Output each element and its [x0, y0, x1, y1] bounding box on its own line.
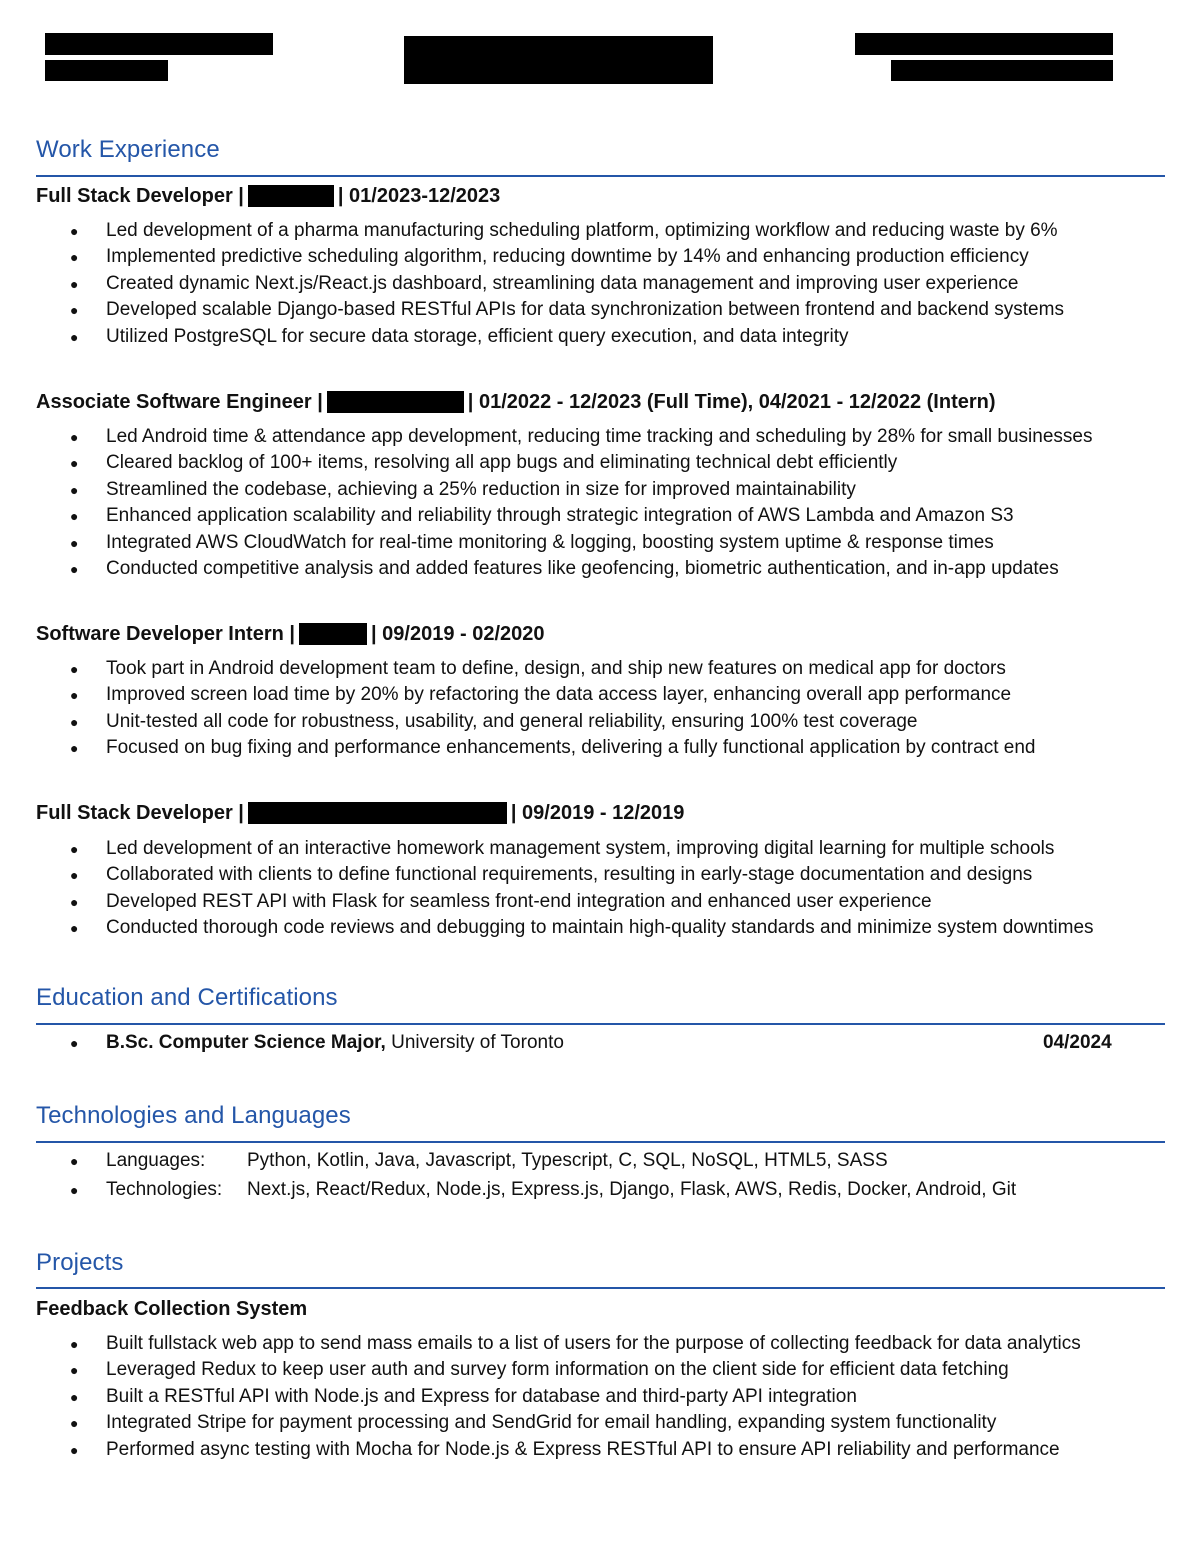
bullet-text: Streamlined the codebase, achieving a 25% reduction in size for improved maintainability: [106, 478, 856, 500]
bullet-text: Implemented predictive scheduling algorithm, reducing downtime by 14% and enhancing production efficiency: [106, 246, 1029, 268]
job-heading: [36, 801, 684, 825]
job-dates: | 09/2019 - 02/2020: [371, 623, 545, 645]
job-title: Associate Software Engineer |: [36, 391, 323, 413]
list-item: [0, 862, 1094, 888]
bullet-icon: ●: [70, 1415, 79, 1432]
bullet-icon: ●: [70, 481, 79, 498]
bullet-icon: ●: [70, 223, 79, 239]
degree: B.Sc. Computer Science Major,: [106, 1032, 386, 1053]
job-heading: [36, 390, 996, 414]
bullet-text: Conducted thorough code reviews and debugging to maintain high-quality standards and minimize system downtimes: [106, 917, 1094, 939]
bullet-text: Focused on bug fixing and performance enhancements, delivering a fully functional application by contract end: [106, 737, 1036, 759]
job-dates: | 09/2019 - 12/2019: [510, 802, 685, 824]
project-title: Feedback Collection System: [36, 1298, 308, 1320]
list-item: [0, 1437, 1081, 1463]
bullet-icon: ●: [70, 1336, 79, 1352]
technologies-value: Next.js, React/Redux, Node.js, Express.js, Django, Flask, AWS, Redis, Docker, Android, Git: [247, 1179, 1017, 1200]
job-title: Full Stack Developer |: [36, 802, 244, 824]
section-divider: [36, 1023, 1165, 1025]
job-dates: | 01/2023-12/2023: [337, 185, 501, 207]
list-item: [0, 735, 1035, 761]
section-divider: [36, 175, 1165, 177]
list-item: [0, 656, 1035, 682]
section-divider: [36, 1141, 1165, 1143]
languages-value: Python, Kotlin, Java, Javascript, Typescript, C, SQL, NoSQL, HTML5, SASS: [247, 1150, 888, 1171]
section-divider: [36, 1287, 1165, 1289]
bullet-icon: ●: [70, 661, 79, 677]
section-title-projects: Projects: [36, 1249, 124, 1276]
list-item: [0, 1331, 1081, 1357]
bullet-icon: ●: [70, 867, 79, 884]
job-title: Full Stack Developer |: [36, 185, 244, 207]
bullet-text: Utilized PostgreSQL for secure data storage, efficient query execution, and data integrity: [106, 325, 849, 347]
list-item: [0, 1410, 1081, 1436]
bullet-icon: ●: [70, 534, 79, 551]
bullet-icon: ●: [70, 429, 79, 445]
bullet-text: Performed async testing with Mocha for Node.js & Express RESTful API to ensure API reliability and performance: [106, 1438, 1060, 1460]
bullet-text: Integrated Stripe for payment processing and SendGrid for email handling, expanding system functionality: [106, 1412, 997, 1434]
bullet-text: Enhanced application scalability and reliability through strategic integration of AWS Lambda and Amazon S3: [106, 505, 1014, 527]
list-item: [0, 297, 1064, 323]
redacted-contact: [45, 60, 168, 81]
bullet-text: Built a RESTful API with Node.js and Express for database and third-party API integration: [106, 1385, 857, 1407]
school: University of Toronto: [385, 1032, 564, 1053]
bullet-icon: ●: [70, 893, 79, 910]
bullet-text: Led development of a pharma manufacturing scheduling platform, optimizing workflow and reducing waste by 6%: [106, 220, 1058, 241]
bullet-icon: ●: [70, 508, 79, 525]
job-heading: [36, 622, 545, 646]
list-item: [0, 1357, 1081, 1383]
languages-label: Languages:: [106, 1150, 206, 1171]
section-title-education: Education and Certifications: [36, 984, 338, 1011]
education-date: 04/2024: [1043, 1032, 1112, 1053]
bullet-icon: ●: [70, 561, 79, 578]
bullet-list: [0, 836, 1094, 942]
bullet-icon: ●: [70, 1153, 79, 1169]
bullet-icon: ●: [70, 302, 79, 319]
bullet-icon: ●: [70, 1388, 79, 1405]
section-title-work: Work Experience: [36, 136, 220, 163]
bullet-text: Built fullstack web app to send mass emails to a list of users for the purpose of collecting feedback for data analytics: [106, 1333, 1081, 1354]
section-title-tech: Technologies and Languages: [36, 1102, 351, 1129]
bullet-list: [0, 656, 1035, 762]
redacted-title: [404, 36, 713, 84]
bullet-text: Led development of an interactive homework management system, improving digital learning for multiple schools: [106, 838, 1055, 859]
bullet-list: [0, 1331, 1081, 1463]
list-item: [0, 244, 1064, 270]
bullet-text: Developed scalable Django-based RESTful APIs for data synchronization between frontend and backend systems: [106, 299, 1064, 321]
bullet-icon: ●: [70, 455, 79, 472]
bullet-icon: ●: [70, 713, 79, 730]
bullet-icon: ●: [70, 249, 79, 266]
list-item: [0, 503, 1092, 529]
list-item: [0, 1384, 1081, 1410]
bullet-text: Created dynamic Next.js/React.js dashboard, streamlining data management and improving user experience: [106, 272, 1019, 294]
list-item: [0, 556, 1092, 582]
bullet-text: Improved screen load time by 20% by refactoring the data access layer, enhancing overall app performance: [106, 684, 1012, 706]
list-item: [0, 450, 1092, 476]
bullet-list: [0, 424, 1092, 582]
bullet-icon: ●: [70, 1441, 79, 1458]
redacted-company: [248, 185, 334, 207]
bullet-icon: ●: [70, 841, 79, 857]
redacted-company: [327, 391, 464, 413]
bullet-text: Integrated AWS CloudWatch for real-time monitoring & logging, boosting system uptime & response times: [106, 531, 994, 553]
redacted-email: [855, 33, 1113, 55]
bullet-icon: ●: [70, 328, 79, 345]
bullet-icon: ●: [70, 275, 79, 292]
list-item: [0, 682, 1035, 708]
list-item: [0, 530, 1092, 556]
list-item: [0, 324, 1064, 350]
job-dates: | 01/2022 - 12/2023 (Full Time), 04/2021 - 12/2022 (Intern): [467, 391, 996, 413]
bullet-text: Led Android time & attendance app development, reducing time tracking and scheduling by 28% for small businesses: [106, 426, 1093, 447]
list-item: [0, 424, 1092, 450]
job-title: Software Developer Intern |: [36, 623, 295, 645]
bullet-text: Unit-tested all code for robustness, usability, and general reliability, ensuring 100% test coverage: [106, 710, 918, 732]
bullet-icon: ●: [70, 740, 79, 757]
list-item: [0, 477, 1092, 503]
bullet-text: Leveraged Redux to keep user auth and survey form information on the client side for efficient data fetching: [106, 1359, 1009, 1381]
list-item: [0, 836, 1094, 862]
technologies-label: Technologies:: [106, 1179, 223, 1200]
bullet-icon: ●: [70, 1035, 79, 1051]
education-degree-line: [106, 1030, 564, 1056]
job-heading: [36, 184, 500, 208]
bullet-text: Developed REST API with Flask for seamless front-end integration and enhanced user experience: [106, 890, 932, 912]
bullet-text: Collaborated with clients to define functional requirements, resulting in early-stage documentation and designs: [106, 864, 1033, 886]
redacted-company: [299, 623, 367, 645]
bullet-icon: ●: [70, 920, 79, 937]
bullet-text: Conducted competitive analysis and added features like geofencing, biometric authentication, and in-app updates: [106, 558, 1059, 580]
bullet-icon: ●: [70, 1362, 79, 1379]
list-item: [0, 709, 1035, 735]
bullet-text: Took part in Android development team to define, design, and ship new features on medical app for doctors: [106, 658, 1006, 679]
bullet-icon: ●: [70, 687, 79, 704]
list-item: [0, 218, 1064, 244]
redacted-company: [248, 802, 507, 824]
bullet-icon: ●: [70, 1182, 79, 1198]
list-item: [0, 271, 1064, 297]
list-item: [0, 915, 1094, 941]
bullet-list: [0, 218, 1064, 350]
redacted-phone: [891, 60, 1113, 81]
redacted-name: [45, 33, 273, 55]
list-item: [0, 889, 1094, 915]
bullet-text: Cleared backlog of 100+ items, resolving all app bugs and eliminating technical debt efficiently: [106, 452, 898, 474]
